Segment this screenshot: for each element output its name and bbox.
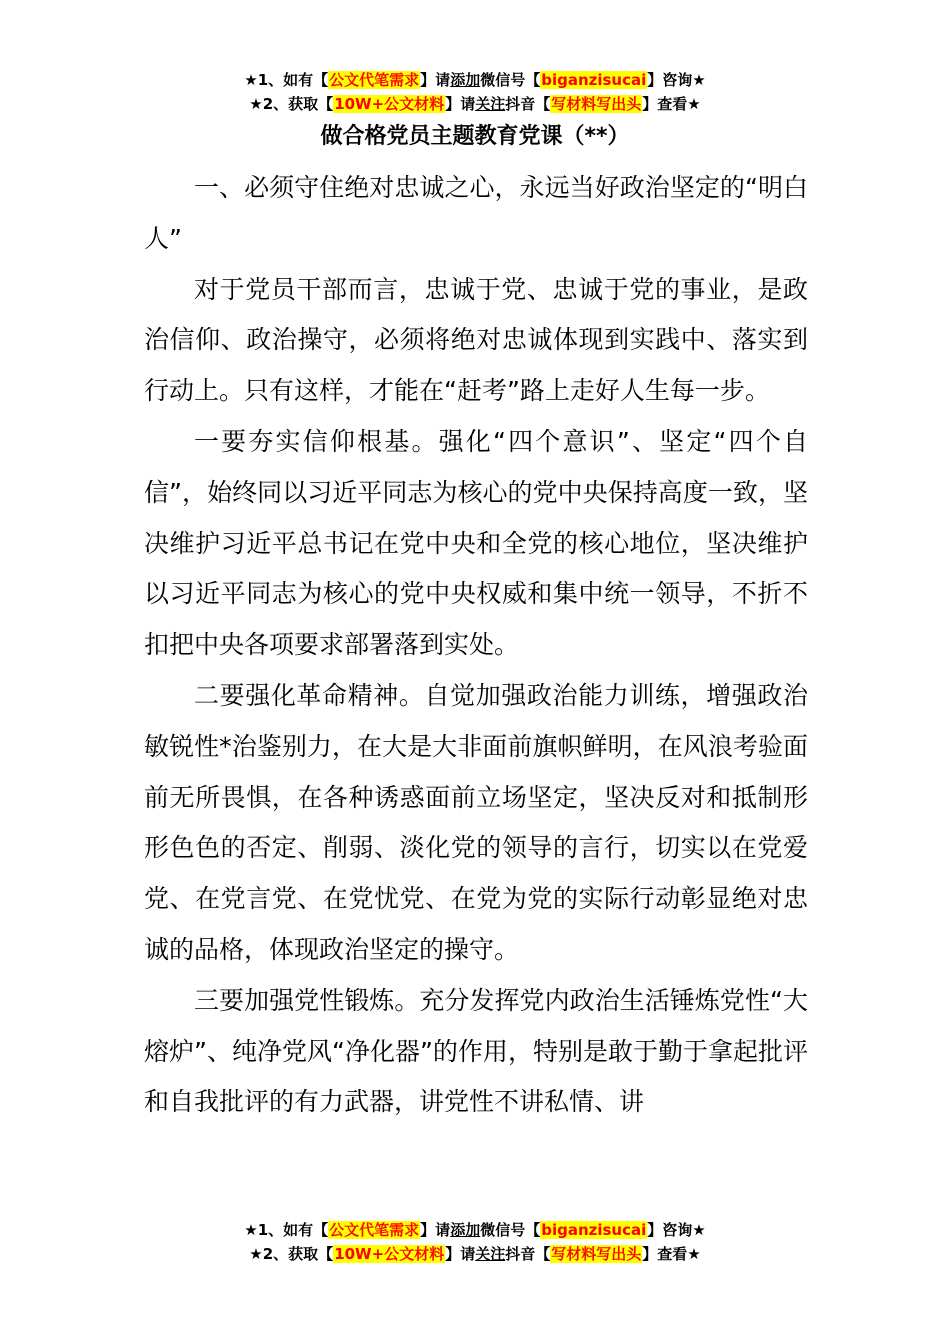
banner-line-2: [0, 1242, 950, 1266]
banner-text: 】请: [420, 1221, 451, 1239]
banner-text: 】查看★: [642, 95, 701, 113]
highlight-text: 公文代笔需求: [329, 71, 420, 89]
highlight-wechat-id: biganzisucai: [541, 71, 647, 89]
banner-line-1: [0, 68, 950, 92]
underlined-text: 关注: [475, 1245, 506, 1263]
highlight-douyin-id: 写材料写出头: [551, 1245, 642, 1263]
banner-text: 】请: [445, 1245, 476, 1263]
header-banner: [0, 68, 950, 116]
banner-text: ★1、如有【: [244, 71, 329, 89]
underlined-text: 添加: [450, 71, 481, 89]
banner-text: 抖音【: [505, 95, 551, 113]
banner-text: ★2、获取【: [249, 1245, 334, 1263]
footer-banner: [0, 1218, 950, 1266]
highlight-text: 公文代笔需求: [329, 1221, 420, 1239]
banner-text: 】咨询★: [647, 71, 706, 89]
banner-text: ★1、如有【: [244, 1221, 329, 1239]
banner-line-1: [0, 1218, 950, 1242]
paragraph: 三要加强党性锻炼。充分发挥党内政治生活锤炼党性“大熔炉”、纯净党风“净化器”的作用，特别是敢于勤于拿起批评和自我批评的有力武器，讲党性不讲私情、讲: [144, 985, 808, 1117]
underlined-text: 关注: [475, 95, 506, 113]
banner-text: 】查看★: [642, 1245, 701, 1263]
document-title: 做合格党员主题教育党课（**）: [320, 124, 630, 149]
paragraph: 对于党员干部而言，忠诚于党、忠诚于党的事业，是政治信仰、政治操守，必须将绝对忠诚体现到实践中、落实到行动上。只有这样，才能在“赶考”路上走好人生每一步。: [144, 274, 808, 406]
banner-text: 】咨询★: [647, 1221, 706, 1239]
document-body: [144, 163, 808, 1128]
section-heading: 一、必须守住绝对忠诚之心，永远当好政治坚定的“明白人”: [144, 173, 808, 253]
banner-text: 抖音【: [505, 1245, 551, 1263]
banner-text: 】请: [445, 95, 476, 113]
highlight-text: 10W+公文材料: [334, 1245, 445, 1263]
highlight-douyin-id: 写材料写出头: [551, 95, 642, 113]
banner-text: ★2、获取【: [249, 95, 334, 113]
banner-text: 微信号【: [480, 1221, 541, 1239]
underlined-text: 添加: [450, 1221, 481, 1239]
banner-line-2: [0, 92, 950, 116]
banner-text: 微信号【: [480, 71, 541, 89]
highlight-text: 10W+公文材料: [334, 95, 445, 113]
highlight-wechat-id: biganzisucai: [541, 1221, 647, 1239]
paragraph: 二要强化革命精神。自觉加强政治能力训练，增强政治敏锐性*治鉴别力，在大是大非面前旗帜鲜明，在风浪考验面前无所畏惧，在各种诱惑面前立场坚定，坚决反对和抵制形形色色的否定、削弱、淡化党的领导的言行，切实以在党爱党、在党言党、在党忧党、在党为党的实际行动彰显绝对忠诚的品格，体现政治坚定的操守。: [144, 680, 808, 964]
banner-text: 】请: [420, 71, 451, 89]
paragraph: 一要夯实信仰根基。强化“四个意识”、坚定“四个自信”，始终同以习近平同志为核心的党中央保持高度一致，坚决维护习近平总书记在党中央和全党的核心地位，坚决维护以习近平同志为核心的党中央权威和集中统一领导，不折不扣把中央各项要求部署落到实处。: [144, 426, 808, 660]
